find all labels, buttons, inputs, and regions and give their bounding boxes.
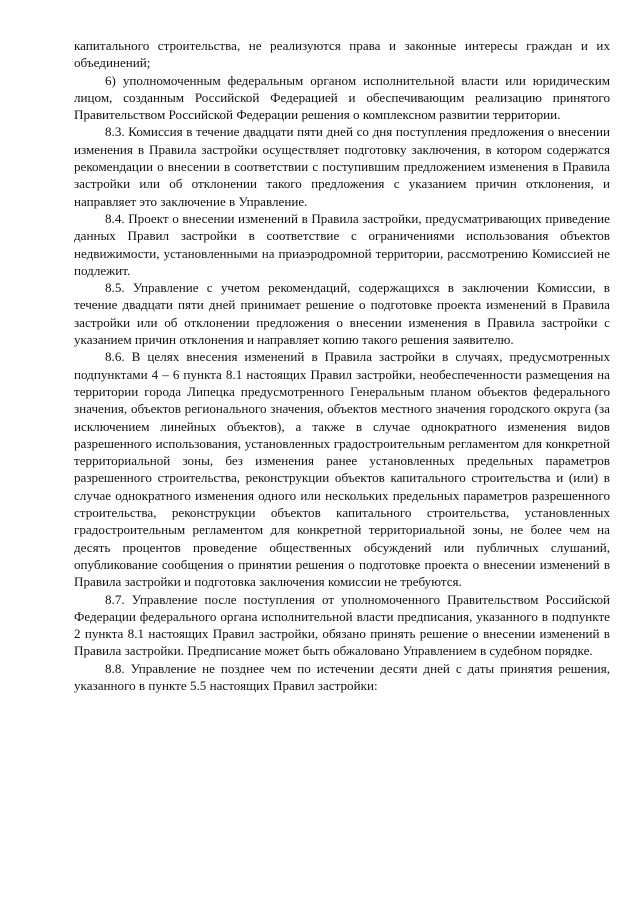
paragraph-subitem-6: 6) уполномоченным федеральным органом исполнительной власти или юридическим лицом, созданным Российской Федерацией и обеспечивающим реализацию принятого Правительством Российской Федерации решения о комплексном развитии территории.	[74, 72, 610, 123]
paragraph-8-6: 8.6. В целях внесения изменений в Правила застройки в случаях, предусмотренных подпунктами 4 – 6 пункта 8.1 настоящих Правил застройки, необеспеченности размещения на территории города Липецка предусмотренного Генеральным планом объектов федерального значения, объектов регионального значения, объектов местного значения городского округа (за исключением линейных объектов), а также в случае однократного изменения видов разрешенного использования, установленных градостроительным регламентом для конкретной территориальной зоны, без изменения ранее установленных предельных параметров разрешенного строительства, реконструкции объектов капитального строительства и (или) в случае однократного изменения одного или нескольких предельных параметров разрешенного строительства, реконструкции объектов капитального строительства, установленных градостроительным регламентом для конкретной территориальной зоны, не более чем на десять процентов проведение общественных обсуждений или публичных слушаний, опубликование сообщения о принятии решения о подготовке проекта о внесении изменений в Правила застройки и подготовка заключения комиссии не требуются.	[74, 349, 610, 590]
paragraph-continuation: капитального строительства, не реализуются права и законные интересы граждан и их объединений;	[74, 38, 610, 71]
paragraph-8-4: 8.4. Проект о внесении изменений в Правила застройки, предусматривающих приведение данных Правил застройки в соответствие с ограничениями использования объектов недвижимости, установленными на приаэродромной территории, рассмотрению Комиссией не подлежит.	[74, 210, 610, 278]
document-page	[74, 37, 610, 694]
paragraph-8-5: 8.5. Управление с учетом рекомендаций, содержащихся в заключении Комиссии, в течение двадцати пяти дней принимает решение о подготовке проекта изменений в Правила застройки или об отклонении предложения о внесении изменения в Правила застройки с указанием причин отклонения и направляет копию такого решения заявителю.	[74, 280, 610, 348]
paragraph-8-7: 8.7. Управление после поступления от уполномоченного Правительством Российской Федерации федерального органа исполнительной власти предписания, указанного в подпункте 2 пункта 8.1 настоящих Правил застройки, обязано принять решение о внесении изменений в Правила застройки. Предписание может быть обжаловано Управлением в судебном порядке.	[74, 591, 610, 659]
paragraph-8-3: 8.3. Комиссия в течение двадцати пяти дней со дня поступления предложения о внесении изменения в Правила застройки осуществляет подготовку заключения, в котором содержатся рекомендации о внесении в соответствии с поступившим предложением изменения в Правила застройки или об отклонении такого предложения с указанием причин отклонения, и направляет это заключение в Управление.	[74, 124, 610, 209]
paragraph-8-8: 8.8. Управление не позднее чем по истечении десяти дней с даты принятия решения, указанного в пункте 5.5 настоящих Правил застройки:	[74, 660, 610, 693]
